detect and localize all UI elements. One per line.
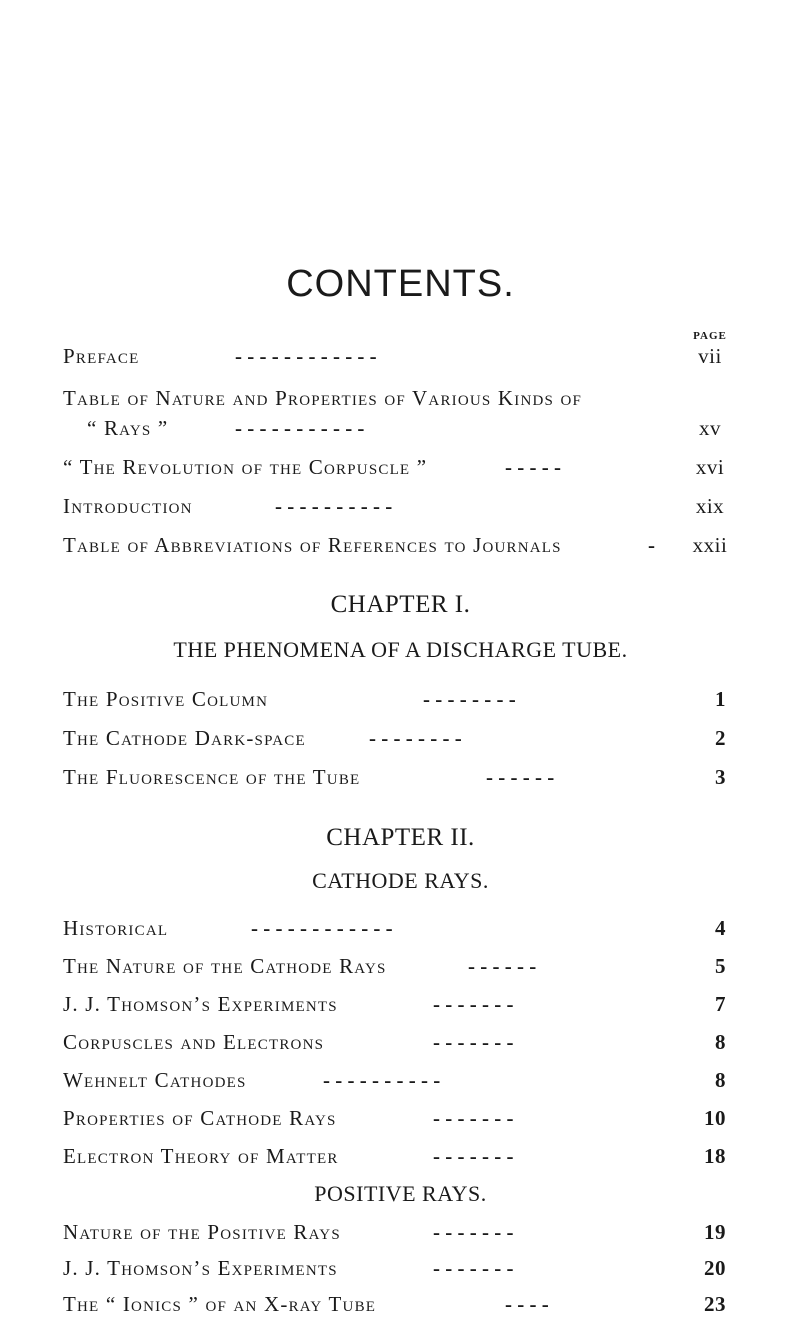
toc-page-number: 20 [704,1256,726,1280]
toc-leader: - - - - - - - - [369,726,462,750]
toc-leader: - - - - - - - [433,992,514,1016]
toc-entry-title: Nature of the Positive Rays [63,1220,341,1244]
toc-entry-abbreviations[interactable] [63,531,740,559]
toc-entry-title: Corpuscles and Electrons [63,1030,325,1054]
toc-entry-title: The Fluorescence of the Tube [63,765,361,789]
toc-page-number: 18 [704,1144,726,1168]
toc-entry-title: The “ Ionics ” of an X-ray Tube [63,1292,377,1316]
toc-entry-title: J. J. Thomson’s Experiments [63,992,338,1016]
toc-entry-cathode-dark-space[interactable] [63,724,740,752]
toc-page-number: xvi [695,455,725,479]
toc-entry-ionics[interactable] [63,1290,740,1318]
chapter-1-subtitle: THE PHENOMENA OF A DISCHARGE TUBE. [173,637,628,662]
toc-leader: - - - - - - - [433,1144,514,1168]
toc-entry-title: Electron Theory of Matter [63,1144,339,1168]
toc-entry-thomson-experiments[interactable] [63,990,740,1018]
toc-entry-fluorescence[interactable] [63,763,740,791]
toc-entry-title: Wehnelt Cathodes [63,1068,247,1092]
toc-entry-title: The Positive Column [63,687,269,711]
toc-page-number: 5 [715,954,726,978]
toc-entry-thomson-experiments-2[interactable] [63,1254,740,1282]
toc-entry-nature-positive-rays[interactable] [63,1218,740,1246]
toc-entry-positive-column[interactable] [63,685,740,713]
toc-entry-title: J. J. Thomson’s Experiments [63,1256,338,1280]
toc-leader: - - - - - - - [433,1220,514,1244]
chapter-2-heading: CHAPTER II. [326,824,475,851]
toc-page-number: 1 [715,687,726,711]
page-column-label: PAGE [693,330,727,342]
toc-entry-title: “ The Revolution of the Corpuscle ” [63,455,428,479]
toc-page-number: 8 [715,1068,726,1092]
toc-page-number: 10 [704,1106,726,1130]
toc-page-number: xix [695,494,725,518]
toc-leader: - - - - - - [468,954,537,978]
toc-entry-revolution[interactable] [63,453,740,481]
toc-entry-title: Table of Nature and Properties of Various Kinds of [63,386,583,410]
toc-page-number: 19 [704,1220,726,1244]
toc-page-number: 3 [715,765,726,789]
toc-entry-title: Properties of Cathode Rays [63,1106,337,1130]
toc-page-number: vii [698,344,722,368]
toc-entry-wehnelt-cathodes[interactable] [63,1066,740,1094]
toc-entry-historical[interactable] [63,914,740,942]
toc-leader: - - - - - - - - - - - - [235,344,377,368]
toc-entry-corpuscles-electrons[interactable] [63,1028,740,1056]
toc-page-number: 8 [715,1030,726,1054]
toc-leader: - [648,533,655,557]
toc-page-number: 2 [715,726,726,750]
toc-entry-title: Historical [63,916,169,940]
toc-leader: - - - - [505,1292,549,1316]
toc-entry-table-of-nature[interactable] [63,384,740,412]
toc-entry-introduction[interactable] [63,492,740,520]
toc-leader: - - - - - - - [433,1256,514,1280]
toc-leader: - - - - - - - - [423,687,516,711]
page-title: CONTENTS. [286,263,515,305]
toc-leader: - - - - - - - [433,1106,514,1130]
toc-entry-preface[interactable] [63,342,740,370]
toc-page-number: xv [699,416,721,440]
toc-leader: - - - - - - - - - - [275,494,393,518]
positive-rays-subtitle: POSITIVE RAYS. [314,1181,487,1206]
toc-entry-title: Preface [63,344,140,368]
chapter-2-subtitle: CATHODE RAYS. [312,868,489,893]
toc-entry-properties-cathode-rays[interactable] [63,1104,740,1132]
toc-entry-title: The Nature of the Cathode Rays [63,954,387,978]
toc-leader: - - - - - - [486,765,555,789]
toc-leader: - - - - - - - - - - - - [251,916,393,940]
toc-page-number: 4 [715,916,726,940]
toc-leader: - - - - - - - - - - [323,1068,441,1092]
toc-entry-title: “ Rays ” [87,416,169,440]
toc-page-number: 23 [704,1292,726,1316]
toc-leader: - - - - - [505,455,561,479]
toc-page-number: 7 [715,992,726,1016]
toc-entry-title: Introduction [63,494,193,518]
toc-entry-rays[interactable] [63,414,740,442]
chapter-1-heading: CHAPTER I. [330,591,471,618]
toc-entry-title: Table of Abbreviations of References to Journals [63,533,562,557]
toc-entry-title: The Cathode Dark-space [63,726,306,750]
toc-entry-nature-cathode-rays[interactable] [63,952,740,980]
toc-entry-electron-theory[interactable] [63,1142,740,1170]
toc-leader: - - - - - - - - - - - [235,416,365,440]
toc-page-number: xxii [692,533,728,557]
toc-leader: - - - - - - - [433,1030,514,1054]
